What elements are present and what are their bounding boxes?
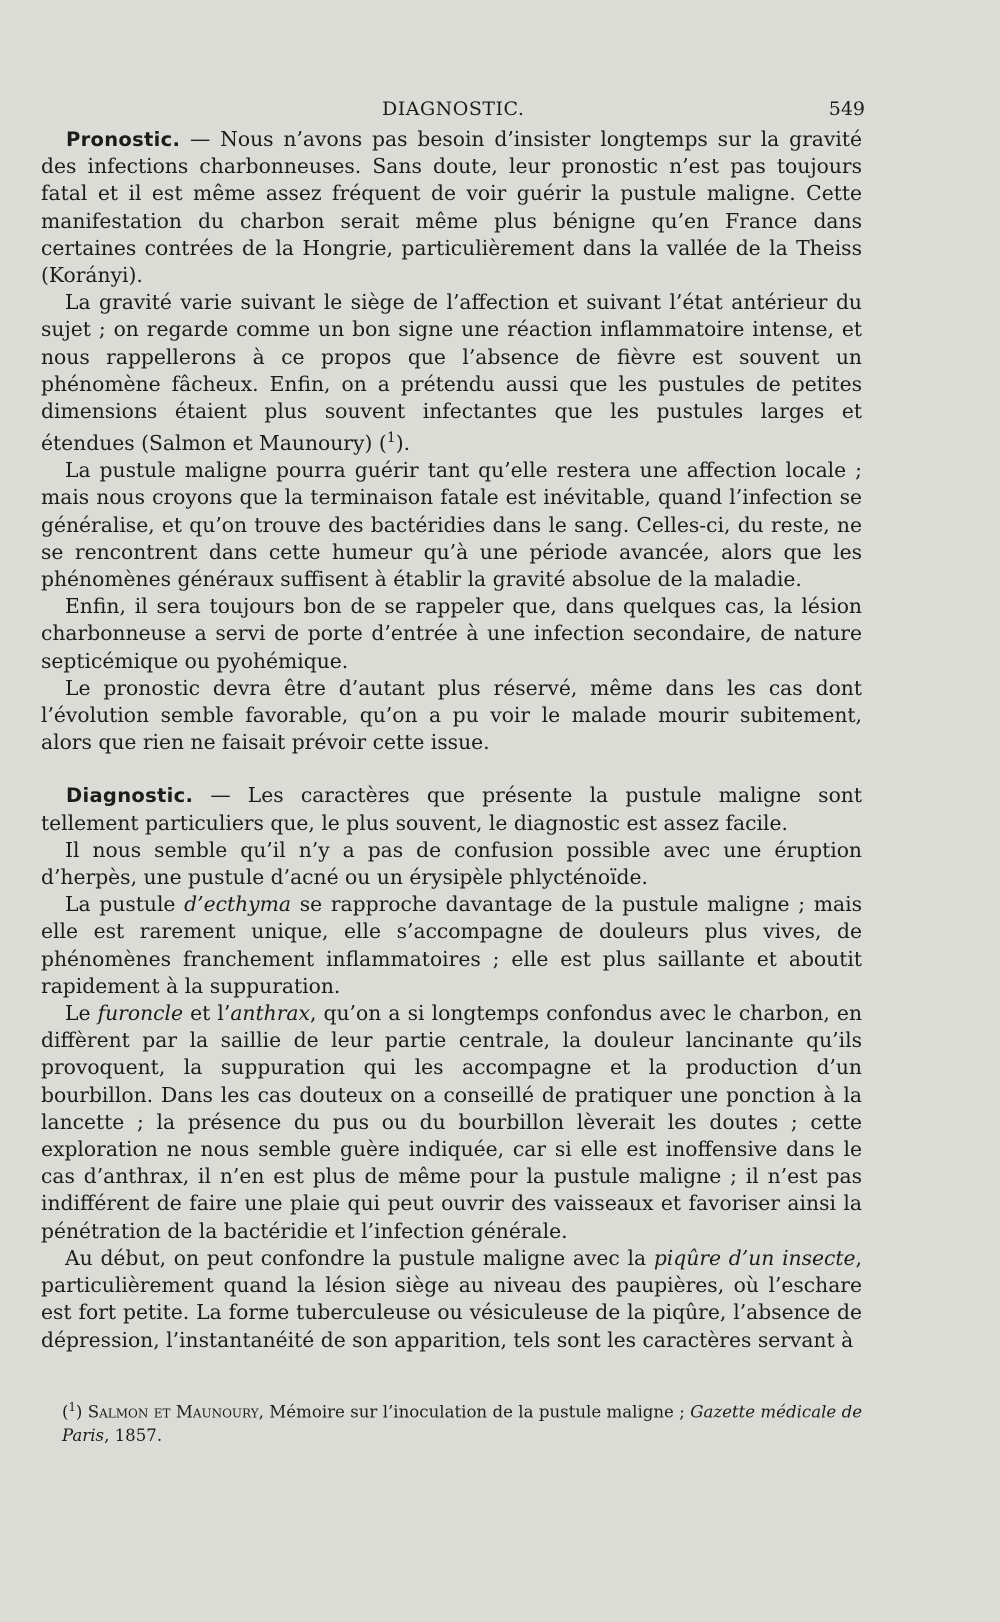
footnote-mark: 1 [68, 1400, 76, 1414]
diagnostic-paragraph-1-text: — Les caractères que présente la pustule maligne sont tellement particuliers que, le plus souvent, le diagnostic est assez facile. [41, 783, 862, 835]
pronostic-paragraph-2-end: ). [395, 431, 411, 455]
diagnostic-paragraph-5-a: Au début, on peut confondre la pustule maligne avec la [65, 1245, 654, 1270]
pronostic-section [41, 126, 862, 756]
diagnostic-paragraph-5-b: , particulièrement quand la lésion siège au niveau des paupières, où l’eschare est fort petite. La forme tuberculeuse ou vésiculeuse de la piqûre, l’absence de dépression, l’instantanéité de son apparition, tels sont les caractères servant à [41, 1245, 862, 1352]
pronostic-paragraph-1 [41, 126, 862, 289]
page-number: 549 [828, 98, 865, 120]
diagnostic-paragraph-3-a: La pustule [65, 892, 185, 917]
footnote-text: Mémoire sur l’inoculation de la pustule maligne ; [263, 1402, 691, 1422]
diagnostic-paragraph-3 [41, 891, 862, 1000]
diagnostic-paragraph-3-b: se rapproche davantage de la pustule maligne ; mais elle est rarement unique, elle s’accompagne de douleurs plus vives, de phénomènes franchement inflammatoires ; elle est plus saillante et aboutit rapidement à la suppuration. [41, 892, 862, 998]
pronostic-paragraph-5: Le pronostic devra être d’autant plus réservé, même dans les cas dont l’évolution semble favorable, qu’on a pu voir le malade mourir subitement, alors que rien ne faisait prévoir cette issue. [41, 675, 862, 755]
diagnostic-section [41, 782, 862, 1353]
pronostic-paragraph-4: Enfin, il sera toujours bon de se rappeler que, dans quelques cas, la lésion charbonneuse a servi de porte d’entrée à une infection secondaire, de nature septicémique ou pyohémique. [41, 594, 862, 673]
pronostic-paragraph-1-text: — Nous n’avons pas besoin d’insister longtemps sur la gravité des infections charbonneuses. Sans doute, leur pronostic n’est pas toujours fatal et il est même assez fréquent de voir guérir la pustule maligne. Cette manifestation du charbon serait même plus bénigne qu’en France dans certaines contrées de la Hongrie, particulièrement dans la vallée de la Theiss (Korányi). [41, 127, 862, 288]
pronostic-paragraph-3: La pustule maligne pourra guérir tant qu’elle restera une affection locale ; mais nous croyons que la terminaison fatale est inévitable, quand l’infection se généralise, et qu’on trouve des bactéridies dans le sang. Celles-ci, du reste, ne se rencontrent dans cette humeur qu’à une période avancée, alors que les phénomènes généraux suffisent à établir la gravité absolue de la maladie. [41, 458, 862, 592]
ecthyma-term: d’ecthyma [184, 892, 291, 917]
anthrax-term: anthrax [230, 1001, 310, 1026]
running-title: DIAGNOSTIC. [382, 98, 525, 120]
diagnostic-paragraph-5 [41, 1245, 862, 1354]
pronostic-paragraph-2-text: La gravité varie suivant le siège de l’affection et suivant l’état antérieur du sujet ; on regarde comme un bon signe une réaction inflammatoire intense, et nous rappellerons à ce propos que l’absence de fièvre est souvent un phénomène fâcheux. Enfin, on a prétendu aussi que les pustules de petites dimensions étaient plus souvent infectantes que les pustules larges et étendues (Salmon et Maunoury) ( [41, 290, 862, 455]
footnote-year: , 1857. [104, 1425, 163, 1445]
diagnostic-paragraph-4-c: , qu’on a si longtemps confondus avec le charbon, en diffèrent par la saillie de leur partie centrale, la douleur lancinante qu’ils provoquent, la suppuration qui les accompagne et la production d’un bourbillon. Dans les cas douteux on a conseillé de pratiquer une ponction à la lancette ; la présence du pus ou du bourbillon lèverait les doutes ; cette exploration ne nous semble guère indiquée, car si elle est inoffensive dans le cas d’anthrax, il n’en est plus de même pour la pustule maligne ; il n’est pas indifférent de faire une plaie qui peut ouvrir des vaisseaux et favoriser ainsi la pénétration de la bactéridie et l’infection générale. [41, 1001, 863, 1243]
diagnostic-paragraph-4-a: Le [65, 1001, 98, 1026]
diagnostic-paragraph-4-b: et l’ [183, 1001, 231, 1026]
footnote: ($^1$) Salmon et Maunoury, Mémoire sur l’inoculation de la pustule maligne ; Gazette médicale de Paris, 1857. [62, 1400, 863, 1445]
piqure-insecte-term: piqûre d’un insecte [653, 1245, 856, 1270]
diagnostic-paragraph-1 [41, 782, 862, 836]
diagnostic-paragraph-4 [41, 1000, 862, 1245]
furoncle-term: furoncle [97, 1001, 183, 1026]
footnote-reference: 1 [386, 430, 396, 447]
footnote-authors: Salmon et Maunoury, [87, 1402, 264, 1422]
diagnostic-paragraph-2: Il nous semble qu’il n’y a pas de confusion possible avec une éruption d’herpès, une pustule d’acné ou un érysipèle phlycténoïde. [41, 837, 862, 890]
pronostic-heading: Pronostic. [66, 128, 181, 151]
pronostic-paragraph-2 [41, 289, 862, 457]
running-head [41, 92, 865, 126]
diagnostic-heading: Diagnostic. [66, 784, 194, 808]
footnote-journal: Gazette médicale de Paris [62, 1402, 863, 1445]
